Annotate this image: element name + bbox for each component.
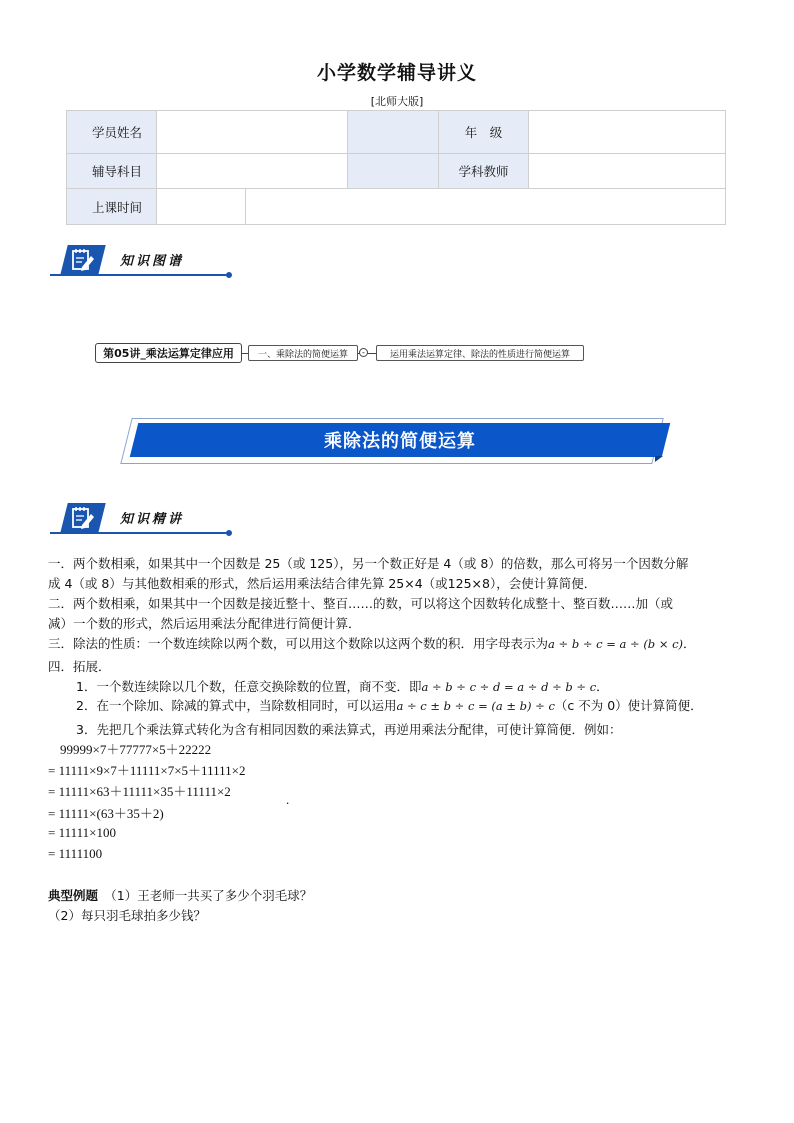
section-title: 知识精讲 — [120, 512, 185, 527]
section-underline — [50, 274, 230, 276]
mindmap-root-node[interactable]: 第05讲_乘法运算定律应用 — [95, 343, 242, 363]
rule-1-line-2: 成 4（或 8）与其他数相乘的形式，然后运用乘法结合律先算 25×4（或125×8），会使计算简便． — [48, 576, 597, 591]
calc-step: = 11111×63＋11111×35＋11111×2 — [48, 784, 231, 799]
mindmap-branch-node[interactable]: 一、乘除法的简便运算 — [248, 345, 358, 361]
student-info-table — [66, 110, 726, 225]
example-question-2: （2）每只羽毛球拍多少钱？ — [48, 908, 206, 923]
extension-2 — [76, 696, 766, 716]
notepad-pencil-icon — [70, 247, 96, 273]
topic-banner-title: 乘除法的简便运算 — [324, 431, 476, 452]
class-time-date-field[interactable] — [156, 188, 246, 225]
extension-3: 3．先把几个乘法算式转化为含有相同因数的乘法算式，再逆用乘法分配律，可使计算简便．例如： — [76, 722, 622, 737]
grade-label: 年 级 — [438, 110, 529, 154]
extension-1-end: ． — [596, 679, 609, 694]
extension-1 — [76, 677, 756, 697]
extension-2-formula: a ÷ c ± b ÷ c = (a ± b) ÷ c — [396, 699, 555, 713]
notepad-pencil-icon — [70, 505, 96, 531]
rule-3-formula: a ÷ b ÷ c = a ÷ (b × c) — [548, 637, 684, 651]
example-question-1 — [48, 886, 748, 906]
calc-step: = 11111×100 — [48, 825, 116, 840]
calc-step: = 11111×9×7＋11111×7×5＋11111×2 — [48, 763, 246, 778]
section-header-knowledge-explain — [50, 503, 230, 533]
section-underline — [50, 532, 230, 534]
rule-3-end: ． — [683, 636, 696, 651]
example-q1: （1）王老师一共买了多少个羽毛球？ — [110, 888, 313, 903]
student-name-field[interactable] — [156, 110, 348, 154]
extension-1-formula: a ÷ b ÷ c ÷ d = a ÷ d ÷ b ÷ c — [421, 680, 597, 694]
edition-label: [北师大版] — [370, 95, 424, 108]
example-label: 典型例题 — [48, 888, 99, 903]
calc-step: 99999×7＋77777×5＋22222 — [60, 742, 212, 757]
section-title: 知识图谱 — [120, 254, 185, 269]
section-underline-dot — [226, 272, 232, 278]
rule-3 — [48, 634, 748, 654]
mindmap-collapse-toggle[interactable]: - — [359, 348, 368, 357]
subject-field[interactable] — [156, 153, 348, 189]
extension-2-text: 2．在一个除加、除减的算式中，当除数相同时，可以运用 — [76, 698, 397, 713]
subject-label: 辅导科目 — [66, 153, 157, 189]
class-time-field[interactable] — [245, 188, 726, 225]
extension-2-end: （c 不为 0）使计算简便． — [554, 698, 703, 713]
student-name-label: 学员姓名 — [66, 110, 157, 154]
rule-1-line-1: 一．两个数相乘，如果其中一个因数是 25（或 125），另一个数正好是 4（或 8）的倍数，那么可将另一个因数分解 — [48, 556, 689, 571]
extension-1-text: 1．一个数连续除以几个数，任意交换除数的位置，商不变．即 — [76, 679, 422, 694]
rule-3-text: 三．除法的性质：一个数连续除以两个数，可以用这个数除以这两个数的积．用字母表示为 — [48, 636, 549, 651]
teacher-field[interactable] — [528, 153, 726, 189]
calc-step: = 11111×(63＋35＋2) — [48, 806, 164, 821]
class-time-label: 上课时间 — [66, 188, 157, 225]
teacher-label: 学科教师 — [438, 153, 529, 189]
grade-field[interactable] — [528, 110, 726, 154]
page-title: 小学数学辅导讲义 — [316, 62, 477, 84]
calc-dot: . — [286, 792, 290, 807]
rule-2-line-1: 二．两个数相乘，如果其中一个因数是接近整十、整百……的数，可以将这个因数转化成整十、整百数……加（或 — [48, 596, 674, 611]
rule-4-heading: 四．拓展． — [48, 659, 111, 674]
calc-step: = 1111100 — [48, 846, 103, 861]
shaded-cell — [347, 153, 439, 189]
shaded-cell — [347, 110, 439, 154]
section-underline-dot — [226, 530, 232, 536]
rule-2-line-2: 减）一个数的形式，然后运用乘法分配律进行简便计算． — [48, 616, 361, 631]
section-header-knowledge-map — [50, 245, 230, 275]
mindmap-leaf-node[interactable]: 运用乘法运算定律、除法的性质进行简便运算 — [376, 345, 584, 361]
